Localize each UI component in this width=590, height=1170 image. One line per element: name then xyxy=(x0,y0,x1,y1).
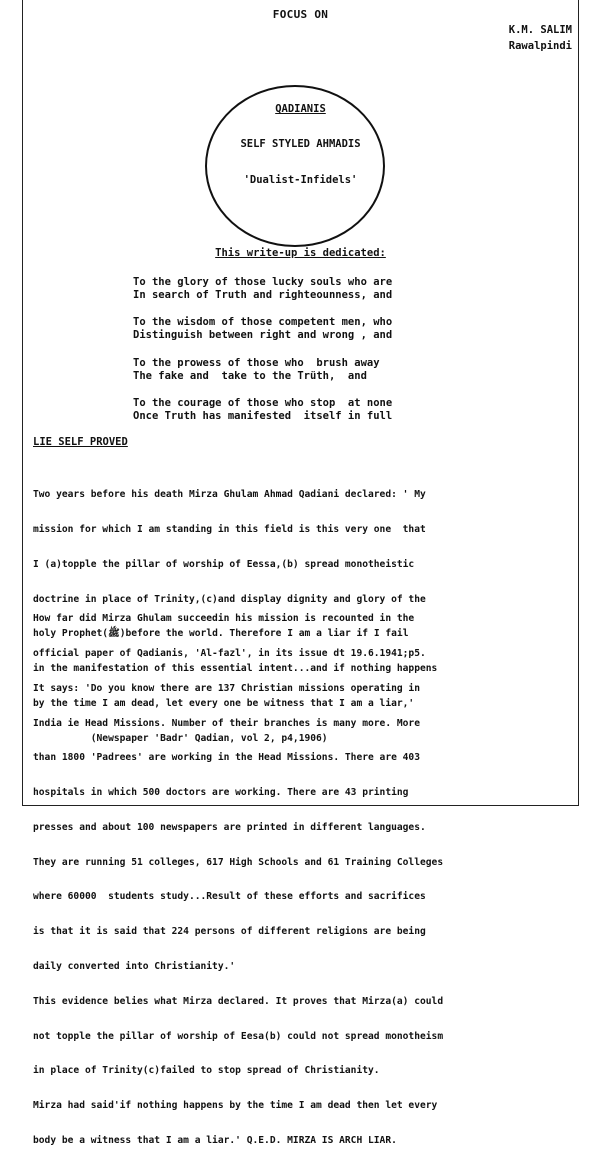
paragraph-line: India ie Head Missions. Number of their branches is many more. More xyxy=(33,717,420,729)
verse-line: Distinguish between right and wrong , and xyxy=(133,329,393,341)
paragraph-line: How far did Mirza Ghulam succeedin his mission is recounted in the xyxy=(33,613,415,625)
paragraph-line: where 60000 students study...Result of these efforts and sacrifices xyxy=(33,891,426,903)
paragraph-line: presses and about 100 newspapers are printed in different languages. xyxy=(33,821,426,833)
paragraph-line: This evidence belies what Mirza declared. It proves that Mirza(a) could xyxy=(33,995,444,1007)
paragraph-line: official paper of Qadianis, 'Al-fazl', in its issue dt 19.6.1941;p5. xyxy=(33,647,426,659)
page-title: FOCUS ON xyxy=(272,8,329,21)
verse-line: The fake and take to the Trüth, and xyxy=(133,370,367,382)
verse-line: Once Truth has manifested itself in full xyxy=(133,410,393,422)
verse-line: To the courage of those who stop at none xyxy=(133,397,393,409)
verse-line: In search of Truth and righteounness, and xyxy=(133,289,393,301)
author-block xyxy=(509,22,572,54)
circle-tagline: 'Dualist-Infidels' xyxy=(243,174,358,186)
paragraph-line: body be a witness that I am a liar.' Q.E.D. MIRZA IS ARCH LIAR. xyxy=(33,1134,397,1146)
paragraph-line: Mirza had said'if nothing happens by the time I am dead then let every xyxy=(33,1100,438,1112)
paragraph-line: mission for which I am standing in this field is this very one that xyxy=(33,523,426,535)
paragraph-line: They are running 51 colleges, 617 High Schools and 61 Training Colleges xyxy=(33,856,444,868)
dedication-verse xyxy=(133,357,380,383)
paragraph-line: by the time I am dead, let every one be witness that I am a liar,' xyxy=(33,697,415,709)
author-name: K.M. SALIM xyxy=(508,24,572,36)
paragraph-line: not topple the pillar of worship of Eesa(b) could not spread monotheism xyxy=(33,1030,444,1042)
paragraph-line: is that it is said that 224 persons of different religions are being xyxy=(33,926,426,938)
dedication-verse xyxy=(133,276,392,302)
paragraph-line: hospitals in which 500 doctors are working. There are 43 printing xyxy=(33,787,409,799)
paragraph-evidence xyxy=(33,590,443,1170)
author-place: Rawalpindi xyxy=(508,40,572,52)
dedication-verse xyxy=(133,316,392,342)
paragraph-line: than 1800 'Padrees' are working in the Head Missions. There are 403 xyxy=(33,752,420,764)
paragraph-line: I (a)topple the pillar of worship of Eessa,(b) spread monotheistic xyxy=(33,558,415,570)
verse-line: To the glory of those lucky souls who are xyxy=(133,276,393,288)
paragraph-line: daily converted into Christianity.' xyxy=(33,961,236,972)
paragraph-line: in place of Trinity(c)failed to stop spread of Christianity. xyxy=(33,1065,380,1077)
paragraph-line: Two years before his death Mirza Ghulam Ahmad Qadiani declared: ' My xyxy=(33,489,426,501)
circle-title: QADIANIS xyxy=(275,103,326,115)
section-heading: LIE SELF PROVED xyxy=(33,436,128,448)
dedication-heading: This write-up is dedicated: xyxy=(215,247,386,259)
verse-line: To the wisdom of those competent men, who xyxy=(133,316,393,328)
paragraph-line: doctrine in place of Trinity,(c)and display dignity and glory of the xyxy=(33,593,426,605)
paragraph-line: in the manifestation of this essential intent...and if nothing happens xyxy=(33,663,438,675)
paragraph-line: holy Prophet(ﷺ)before the world. Therefore I am a liar if I fail xyxy=(33,628,409,640)
verse-line: To the prowess of those who brush away xyxy=(133,357,380,369)
paragraph-line: It says: 'Do you know there are 137 Christian missions operating in xyxy=(33,682,420,694)
document-page xyxy=(22,0,579,1146)
circle-subtitle: SELF STYLED AHMADIS xyxy=(240,138,361,150)
dedication-verse xyxy=(133,397,392,423)
citation-line: (Newspaper 'Badr' Qadian, vol 2, p4,1906) xyxy=(33,732,328,744)
